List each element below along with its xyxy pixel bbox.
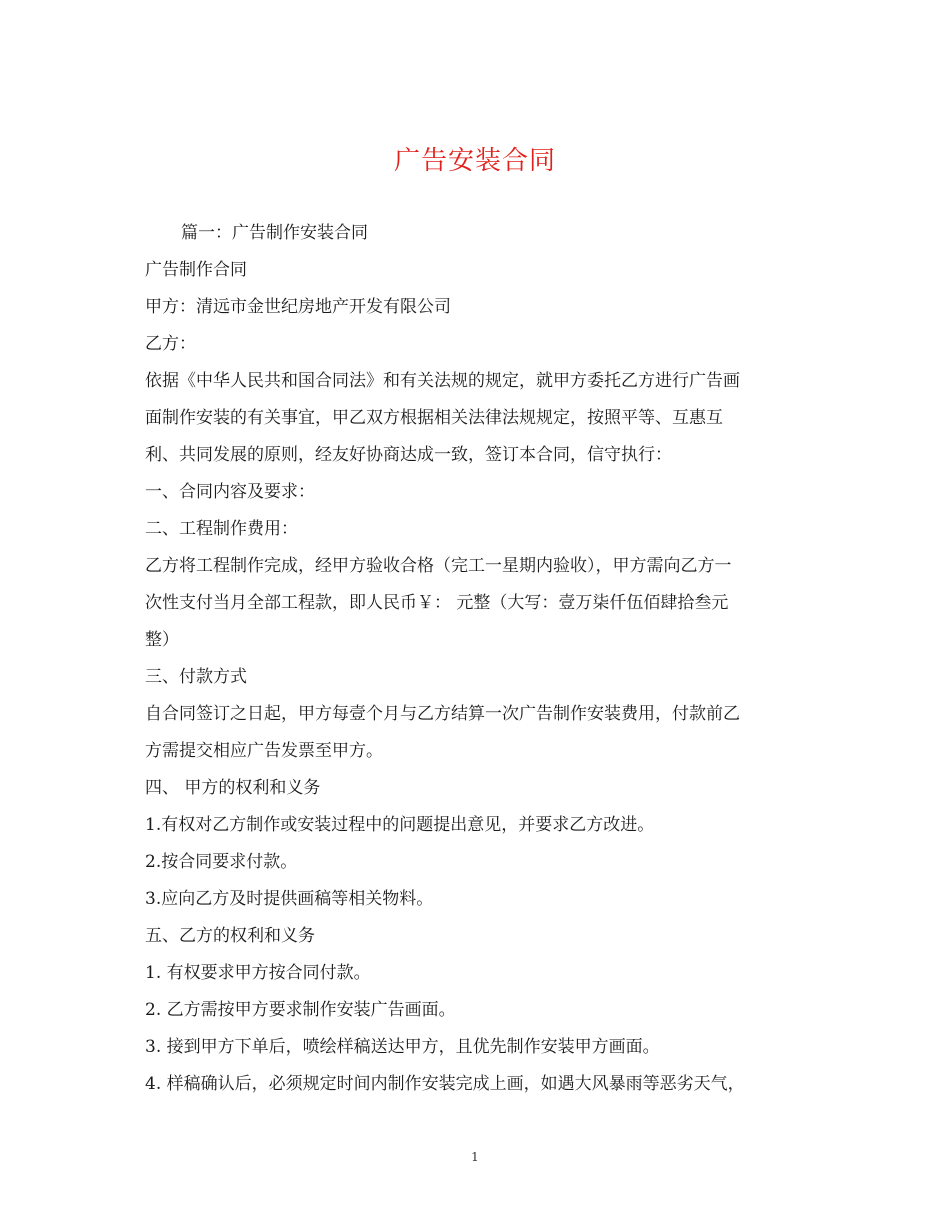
list-item: 2. 乙方需按甲方要求制作安装广告画面。 (145, 1000, 456, 1020)
paragraph-line: 方需提交相应广告发票至甲方。 (145, 741, 383, 761)
clause-heading: 二、工程制作费用： (145, 519, 298, 539)
list-item: 3.应向乙方及时提供画稿等相关物料。 (145, 889, 434, 909)
party-b: 乙方： (145, 334, 196, 354)
paragraph-line: 乙方将工程制作完成，经甲方验收合格（完工一星期内验收），甲方需向乙方一 (145, 556, 732, 576)
section-heading: 篇一：广告制作安装合同 (181, 223, 368, 243)
page-number: 1 (471, 1150, 479, 1164)
contract-name: 广告制作合同 (145, 260, 247, 280)
list-item: 4. 样稿确认后，必须规定时间内制作安装完成上画，如遇大风暴雨等恶劣天气， (145, 1074, 745, 1094)
paragraph-line: 次性支付当月全部工程款，即人民币￥： 元整（大写：壹万柒仟伍佰肆拾叁元 (145, 593, 729, 613)
clause-heading: 一、合同内容及要求： (145, 482, 315, 502)
paragraph-line: 面制作安装的有关事宜，甲乙双方根据相关法律法规规定，按照平等、互惠互 (145, 408, 723, 428)
list-item: 3. 接到甲方下单后，喷绘样稿送达甲方，且优先制作安装甲方画面。 (145, 1037, 660, 1057)
paragraph-line: 依据《中华人民共和国合同法》和有关法规的规定，就甲方委托乙方进行广告画 (145, 371, 740, 391)
party-a: 甲方：清远市金世纪房地产开发有限公司 (145, 297, 451, 317)
list-item: 1. 有权要求甲方按合同付款。 (145, 963, 371, 983)
list-item: 2.按合同要求付款。 (145, 852, 298, 872)
clause-heading: 四、 甲方的权利和义务 (145, 778, 321, 798)
paragraph-line: 自合同签订之日起，甲方每壹个月与乙方结算一次广告制作安装费用，付款前乙 (145, 704, 740, 724)
paragraph-line: 整） (145, 630, 179, 650)
clause-heading: 三、付款方式 (145, 667, 247, 687)
paragraph-line: 利、共同发展的原则，经友好协商达成一致，签订本合同，信守执行： (145, 445, 672, 465)
clause-heading: 五、乙方的权利和义务 (145, 926, 315, 946)
document-title: 广告安装合同 (393, 146, 556, 176)
document-body (145, 218, 815, 1106)
list-item: 1.有权对乙方制作或安装过程中的问题提出意见，并要求乙方改进。 (145, 815, 655, 835)
